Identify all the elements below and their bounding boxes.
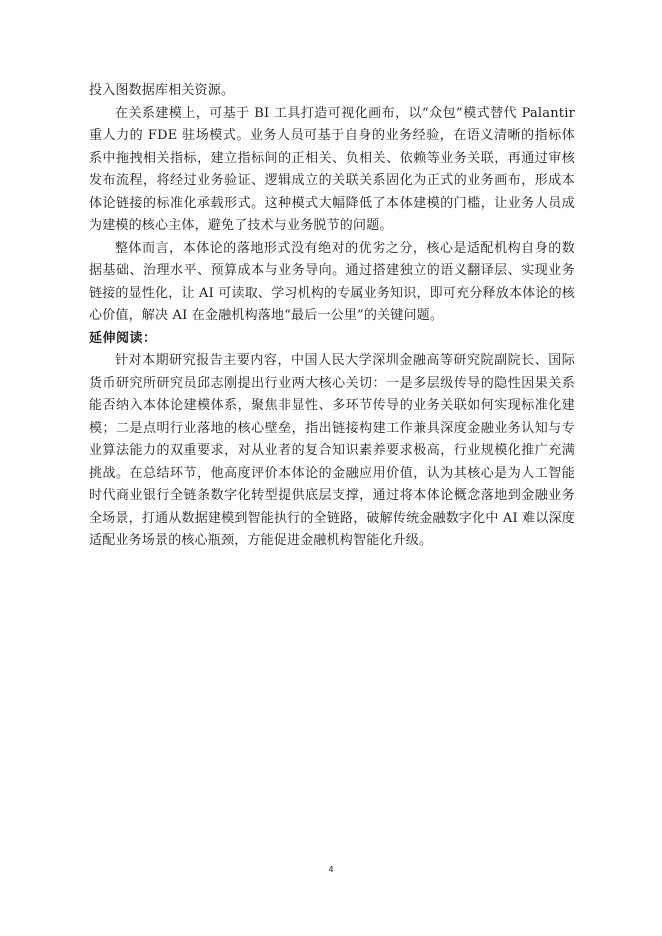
section-heading-extended-reading: 延伸阅读： <box>89 330 157 346</box>
paragraph-overall-summary: 整体而言，本体论的落地形式没有绝对的优劣之分，核心是适配机构自身的数据基础、治理水平、预算成本与业务导向。通过搭建独立的语义翻译层、实现业务链接的显性化，让 AI 可读取、学习机构的专属业务知识，即可充分释放本体论的核心价值，解决 AI 在金融机构落地“最后一公里”的关键问题。 <box>89 240 575 323</box>
document-body <box>89 80 575 553</box>
paragraph-extended-reading: 针对本期研究报告主要内容，中国人民大学深圳金融高等研究院副院长、国际货币研究所研究员邱志刚提出行业两大核心关切：一是多层级传导的隐性因果关系能否纳入本体论建模体系，聚焦非显性、多环节传导的业务关联如何实现标准化建模；二是点明行业落地的核心壁垒，指出链接构建工作兼具深度金融业务认知与专业算法能力的双重要求，对从业者的复合知识素养要求极高，行业规模化推广充满挑战。在总结环节，他高度评价本体论的金融应用价值，认为其核心是为人工智能时代商业银行全链条数字化转型提供底层支撑，通过将本体论概念落地到金融业务全场景，打通从数据建模到智能执行的全链路，破解传统金融数字化中 AI 难以深度适配业务场景的核心瓶颈，方能促进金融机构智能化升级。 <box>89 353 575 548</box>
page-number: 4 <box>328 865 334 874</box>
paragraph-relationship-modeling: 在关系建模上，可基于 BI 工具打造可视化画布，以“众包”模式替代 Palantir 重人力的 FDE 驻场模式。业务人员可基于自身的业务经验，在语义清晰的指标体系中拖拽相关指标，建立指标间的正相关、负相关、依赖等业务关联，再通过审核发布流程，将经过业务验证、逻辑成立的关联关系固化为正式的业务画布，形成本体论链接的标准化承载形式。这种模式大幅降低了本体建模的门槛，让业务人员成为建模的核心主体，避免了技术与业务脱节的问题。 <box>89 105 575 233</box>
paragraph-continuation: 投入图数据库相关资源。 <box>89 83 235 98</box>
